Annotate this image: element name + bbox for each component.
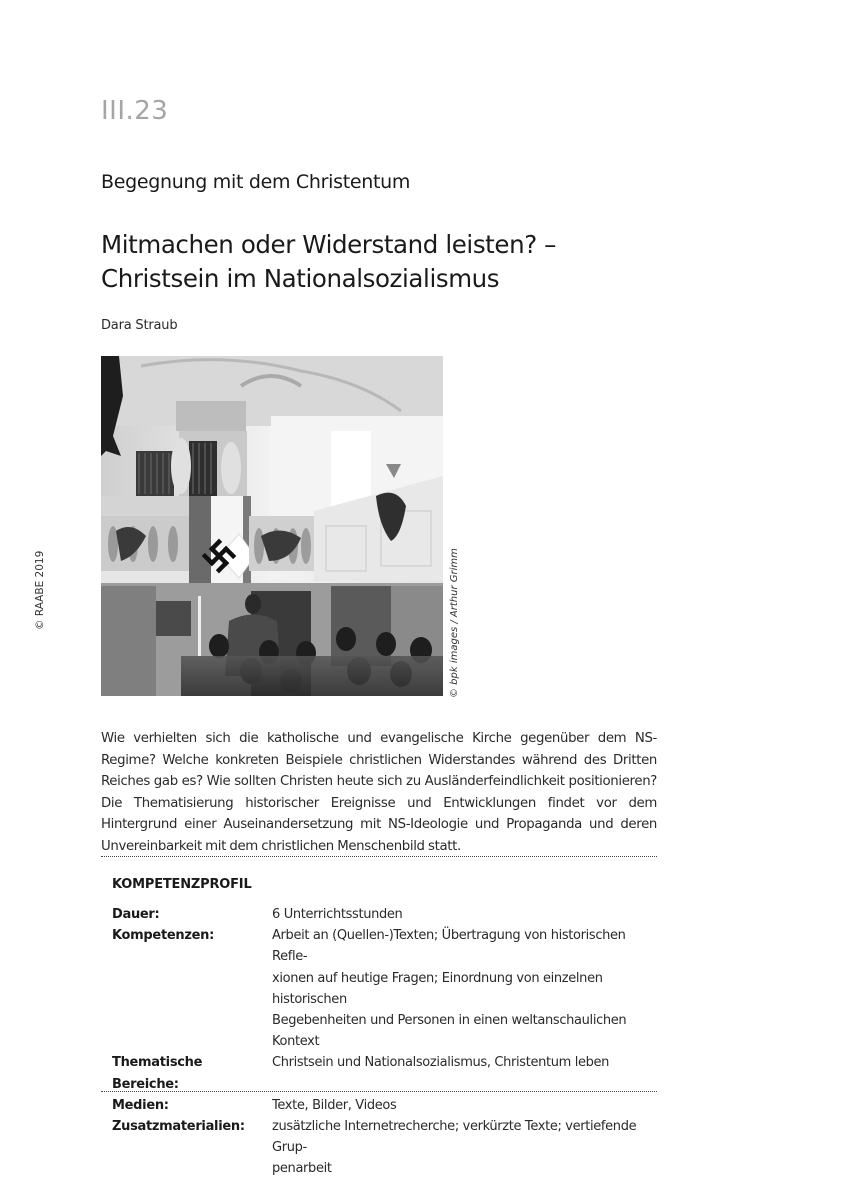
category-heading: Begegnung mit dem Christentum (101, 171, 411, 193)
profile-label: Kompetenzen: (112, 928, 214, 944)
profile-heading: KOMPETENZPROFIL (112, 877, 252, 892)
author: Dara Straub (101, 318, 178, 333)
value-line: zusätzliche Internetrecherche; verkürzte Texte; vertiefende Grup- (272, 1119, 637, 1156)
photo-illustration (101, 356, 443, 696)
competence-profile-table (112, 904, 657, 1180)
photo-credit: © bpk images / Arthur Grimm (449, 548, 460, 698)
value-line: penarbeit (272, 1161, 332, 1177)
value-line: Begebenheiten und Personen in einen weltanschaulichen Kontext (272, 1013, 627, 1050)
divider-bottom (101, 1091, 657, 1092)
profile-row-thematische-bereiche (112, 1052, 657, 1094)
value-line: xionen auf heutige Fragen; Einordnung von einzelnen historischen (272, 970, 603, 1007)
profile-value (272, 1116, 657, 1180)
value-line: Christsein und Nationalsozialismus, Christentum leben (272, 1055, 610, 1071)
page-title (101, 228, 556, 296)
profile-label: Zusatzmaterialien: (112, 1119, 245, 1135)
title-line-1: Mitmachen oder Widerstand leisten? – (101, 230, 557, 259)
profile-value (272, 904, 657, 925)
intro-paragraph: Wie verhielten sich die katholische und evangelische Kirche gegenüber dem NS-Regime? Welche konkreten Beispiele christlichen Widerstandes während des Dritten Reiches gab es? Wie sollten Christen heute sich zu Ausländerfeindlichkeit positionieren? Die Thematisierung historischer Ereignisse und Entwicklungen findet vor dem Hintergrund einer Auseinandersetzung mit NS-Ideologie und Propaganda und deren Unvereinbarkeit mit dem christlichen Menschenbild statt. (101, 731, 657, 854)
copyright-notice: © RAABE 2019 (34, 550, 46, 630)
profile-label: Medien: (112, 1097, 169, 1113)
title-line-2: Christsein im Nationalsozialismus (101, 264, 500, 293)
profile-value (272, 925, 657, 1052)
divider-top (101, 856, 657, 857)
value-line: 6 Unterrichtsstunden (272, 907, 403, 922)
section-number: III.23 (101, 96, 169, 126)
profile-label: Thematische Bereiche: (112, 1055, 203, 1092)
value-line: Arbeit an (Quellen-)Texten; Übertragung von historischen Refle- (272, 928, 626, 965)
profile-value (272, 1052, 657, 1094)
church-photo (101, 356, 443, 696)
profile-row-kompetenzen (112, 925, 657, 1052)
profile-value (272, 1095, 657, 1116)
profile-label: Dauer: (112, 907, 160, 922)
profile-row-dauer (112, 904, 657, 925)
value-line: Texte, Bilder, Videos (272, 1097, 397, 1113)
profile-row-medien (112, 1095, 657, 1116)
profile-row-zusatzmaterialien (112, 1116, 657, 1180)
